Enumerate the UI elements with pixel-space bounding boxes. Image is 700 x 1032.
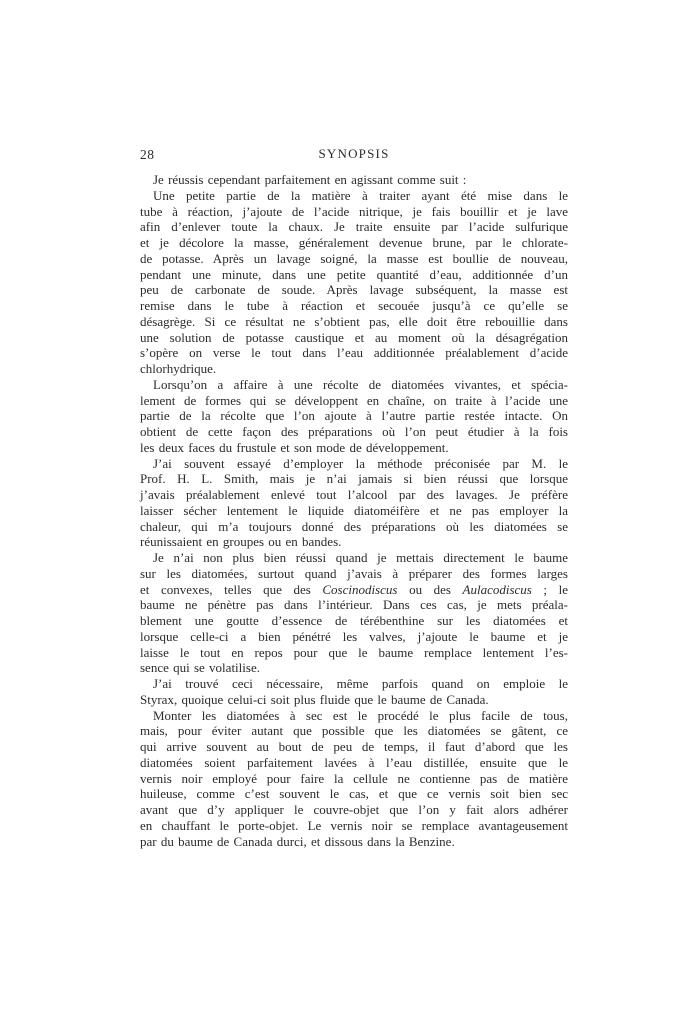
text-line: et convexes, telles que des Coscinodiscus ou des Aulacodiscus ; le bbox=[140, 581, 568, 597]
text-line: chlorhydrique. bbox=[140, 361, 217, 376]
paragraph bbox=[140, 550, 568, 676]
text-line: les deux faces du frustule et son mode de développement. bbox=[140, 439, 449, 455]
paragraph bbox=[140, 377, 568, 456]
text-line: huileuse, comme c’est souvent le cas, et que ce vernis soit bien sec bbox=[140, 786, 568, 802]
page-header bbox=[140, 146, 568, 163]
text-line: obtient de cette façon des préparations où l’on peut étudier à la fois bbox=[140, 424, 568, 439]
text-line: Lorsqu’on a affaire à une récolte de diatomées vivantes, et spécia- bbox=[153, 376, 568, 392]
paragraph bbox=[140, 188, 568, 377]
text-line: remise dans le tube à réaction et secouée jusqu’à ce qu’elle se bbox=[140, 298, 568, 313]
text-line: J’ai souvent essayé d’employer la méthode préconisée par M. le bbox=[153, 455, 568, 471]
text-line: j’avais préalablement enlevé tout l’alcool par des lavages. Je préfère bbox=[140, 487, 568, 502]
text-line: lorsque celle-ci a bien pénétré les valves, j’ajoute le baume et je bbox=[140, 628, 568, 644]
text-line: et je décolore la masse, généralement devenue brune, par le chlorate- bbox=[140, 235, 568, 250]
text-line: laisser sécher lentement le liquide diatoméifère et ne pas employer la bbox=[140, 502, 568, 518]
running-title: SYNOPSIS bbox=[318, 146, 390, 161]
text-line: laisse le tout en repos pour que le baume remplace lentement l’es- bbox=[140, 644, 568, 660]
text-line: blement une goutte d’essence de térébenthine sur les diatomées et bbox=[140, 613, 568, 628]
text-line: qui arrive souvent au bout de peu de temps, il faut d’abord que les bbox=[140, 739, 568, 754]
text-line: réunissaient en groupes ou en bandes. bbox=[140, 534, 342, 550]
text-line: J’ai trouvé ceci nécessaire, même parfois quand on emploie le bbox=[153, 676, 568, 691]
text-line: chaleur, qui m’a toujours donné des préparations où les diatomées se bbox=[140, 518, 568, 534]
text-line: désagrège. Si ce résultat ne s’obtient pas, elle doit être rebouillie dans bbox=[140, 313, 568, 329]
text-line: Styrax, quoique celui-ci soit plus fluide que le baume de Canada. bbox=[140, 691, 489, 707]
text-line: Monter les diatomées à sec est le procédé le plus facile de tous, bbox=[153, 707, 568, 723]
text-line: en chauffant le porte-objet. Le vernis noir se remplace avantageusement bbox=[140, 817, 568, 833]
text-line: Une petite partie de la matière à traiter ayant été mise dans le bbox=[153, 187, 568, 203]
text-line: lement de formes qui se développent en chaîne, on traite à l’acide une bbox=[140, 392, 568, 408]
text-line: vernis noir employé pour faire la cellule ne contienne pas de matière bbox=[140, 770, 568, 786]
paragraph bbox=[140, 172, 568, 188]
text-line: de potasse. Après un lavage soigné, la masse est boullie de nouveau, bbox=[140, 250, 568, 266]
text-line: pendant une minute, dans une petite quantité d’eau, additionnée d’un bbox=[140, 266, 568, 282]
text-line: tube à réaction, j’ajoute de l’acide nitrique, je fais bouillir et je lave bbox=[140, 203, 568, 219]
page-number: 28 bbox=[140, 147, 155, 162]
text-line: baume ne pénètre pas dans l’intérieur. Dans ces cas, je mets préala- bbox=[140, 597, 568, 613]
text-line: Prof. H. L. Smith, mais je n’ai jamais si bien réussi que lorsque bbox=[140, 471, 568, 487]
paragraph bbox=[140, 676, 568, 708]
text-line: par du baume de Canada durci, et dissous dans la Benzine. bbox=[140, 833, 455, 849]
text-line: afin d’enlever toute la chaux. Je traite ensuite par l’acide sulfurique bbox=[140, 219, 568, 235]
text-line: s’opère on verse le tout dans l’eau additionnée préalablement d’acide bbox=[140, 345, 568, 361]
paragraph bbox=[140, 456, 568, 551]
text-line: Je réussis cependant parfaitement en agissant comme suit : bbox=[153, 172, 467, 187]
text-line: Je n’ai non plus bien réussi quand je mettais directement le baume bbox=[153, 550, 568, 565]
body-text bbox=[140, 172, 568, 849]
text-line: peu de carbonate de soude. Après lavage subséquent, la masse est bbox=[140, 282, 568, 298]
text-line: mais, pour éviter autant que possible que les diatomées se gâtent, ce bbox=[140, 723, 568, 739]
text-line: partie de la récolte que l’on ajoute à l’autre partie restée intacte. On bbox=[140, 408, 568, 424]
text-line: avant que d’y appliquer le couvre-objet que l’on y fait alors adhérer bbox=[140, 802, 568, 817]
text-line: sence qui se volatilise. bbox=[140, 660, 260, 676]
text-line: diatomées soient parfaitement lavées à l’eau distillée, ensuite que le bbox=[140, 754, 568, 770]
text-line: sur les diatomées, surtout quand j’avais à préparer des formes larges bbox=[140, 565, 568, 581]
paragraph bbox=[140, 708, 568, 850]
text-line: une solution de potasse caustique et au moment où la désagrégation bbox=[140, 329, 568, 345]
